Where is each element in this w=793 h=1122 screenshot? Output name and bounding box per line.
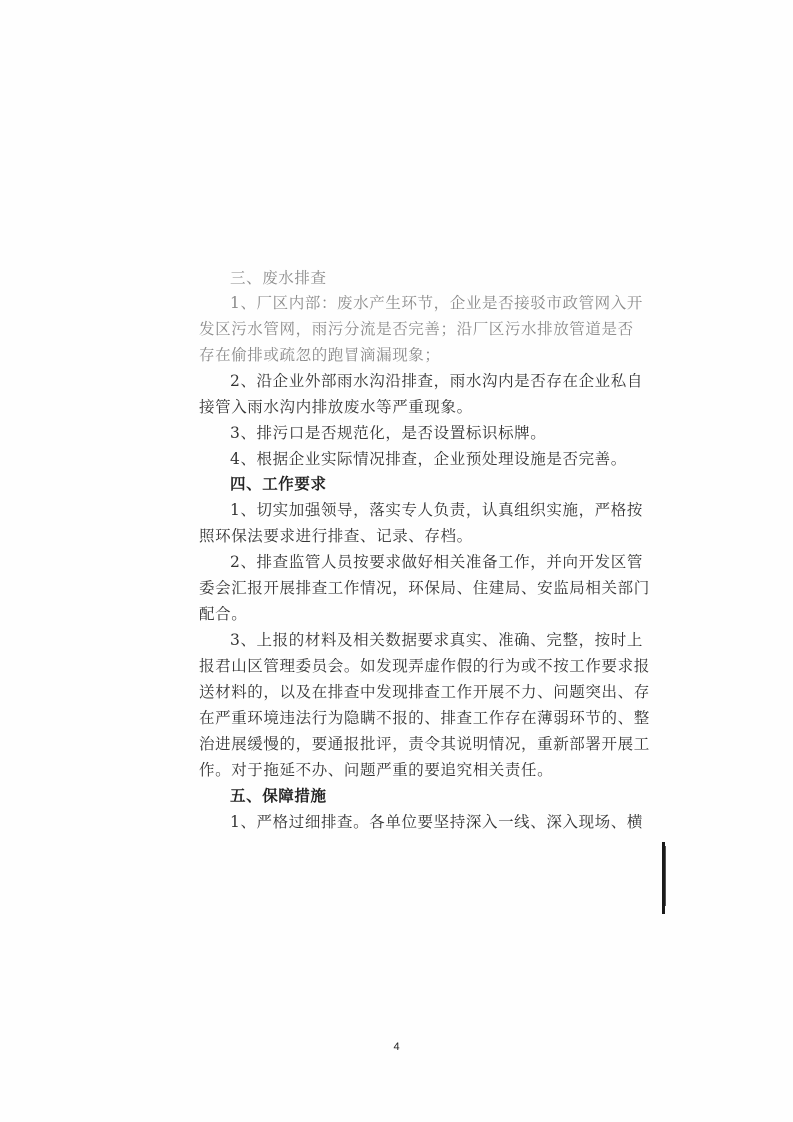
paragraph-line: 存在偷排或疏忽的跑冒滴漏现象；: [199, 346, 441, 364]
paragraph-line: 1、厂区内部：废水产生环节，企业是否接驳市政管网入开: [230, 294, 643, 312]
paragraph-line: 送材料的，以及在排查中发现排查工作开展不力、问题突出、存: [199, 683, 650, 701]
paragraph-line: 发区污水管网，雨污分流是否完善；沿厂区污水排放管道是否: [199, 320, 634, 338]
paragraph-line: 照环保法要求进行排查、记录、存档。: [199, 527, 473, 545]
paragraph-line: 报君山区管理委员会。如发现弄虚作假的行为或不按工作要求报: [199, 657, 650, 675]
scan-margin-mark-thin: [665, 846, 666, 906]
paragraph-line: 3、上报的材料及相关数据要求真实、准确、完整，按时上: [230, 631, 643, 649]
paragraph-line: 2、沿企业外部雨水沟沿排查，雨水沟内是否存在企业私自: [230, 372, 643, 390]
paragraph-line: 3、排污口是否规范化，是否设置标识标牌。: [230, 424, 547, 442]
paragraph-line: 在严重环境违法行为隐瞒不报的、排查工作存在薄弱环节的、整: [199, 709, 650, 727]
paragraph-line: 4、根据企业实际情况排查，企业预处理设施是否完善。: [230, 450, 627, 468]
paragraph-line: 2、排查监管人员按要求做好相关准备工作，并向开发区管: [230, 553, 643, 571]
section-4-heading: 四、工作要求: [230, 475, 327, 493]
page-number: 4: [393, 1041, 400, 1053]
paragraph-line: 1、严格过细排查。各单位要坚持深入一线、深入现场、横: [230, 813, 643, 831]
paragraph-line: 接管入雨水沟内排放废水等严重现象。: [199, 398, 473, 416]
paragraph-line: 作。对于拖延不办、问题严重的要追究相关责任。: [199, 761, 554, 779]
paragraph-line: 1、切实加强领导，落实专人负责，认真组织实施，严格按: [230, 501, 643, 519]
paragraph-line: 配合。: [199, 605, 248, 623]
section-3-heading: 三、废水排查: [230, 269, 327, 287]
section-5-heading: 五、保障措施: [230, 787, 327, 805]
paragraph-line: 治进展缓慢的，要通报批评，责令其说明情况，重新部署开展工: [199, 735, 650, 753]
paragraph-line: 委会汇报开展排查工作情况，环保局、住建局、安监局相关部门: [199, 579, 650, 597]
